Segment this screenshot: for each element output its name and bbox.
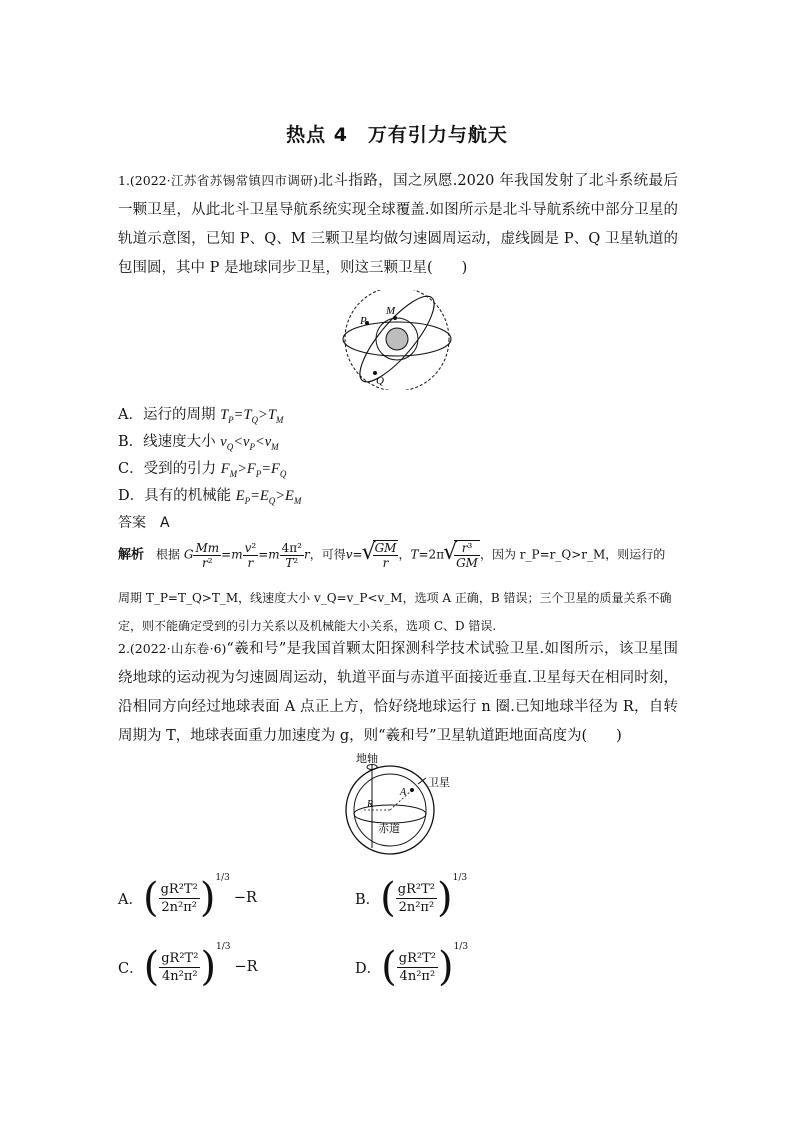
question-2-source: 2.(2022·山东卷·6): [118, 641, 227, 656]
figure-xihe-orbit: [340, 752, 460, 857]
q1-option-b-expr: $v_Q<v_P<v_M$: [220, 434, 279, 452]
label-m: M: [386, 305, 396, 317]
label-a: A: [400, 787, 407, 798]
question-2-text: “羲和号”是我国首颗太阳探测科学技术试验卫星.如图所示，该卫星围绕地球的运动视为匀速圆周运动，轨道平面与赤道平面接近垂直.卫星每天在相同时刻，沿相同方向经过地球表面 A 点正上方，恰好绕地球运行 n 圈.已知地球半径为 R，自转周期为 T，地球表面重力加速度为 g，则“羲和号”卫星轨道距地面高度为( ): [118, 641, 678, 744]
label-equator: 赤道: [378, 823, 400, 835]
q2-option-a: A． ( $\frac{\text{gR²T²}}{\text{2n²π²}}$ ) 1/3 −R: [118, 872, 257, 921]
question-1-source: 1.(2022·江苏省苏锡常镇四市调研): [118, 173, 319, 188]
label-r: R: [367, 799, 374, 810]
q1-option-d: D．具有的机械能 $E_P=E_Q>E_M$: [118, 488, 302, 506]
question-1-text: 北斗指路，国之夙愿.2020 年我国发射了北斗系统最后一颗卫星，从此北斗卫星导航系统实现全球覆盖.如图所示是北斗导航系统中部分卫星的轨道示意图，已知 P、Q、M 三颗卫星均做匀速圆周运动，虚线圆是 P、Q 卫星轨道的包围圆，其中 P 是地球同步卫星，则这三颗卫星( ): [118, 173, 679, 276]
label-earth-axis: 地轴: [356, 753, 378, 765]
label-satellite: 卫星: [428, 777, 450, 789]
question-2: [118, 634, 678, 751]
question-1: [118, 166, 678, 283]
q1-analysis-rest: 周期 T_P=T_Q>T_M，线速度大小 v_Q=v_P<v_M，选项 A 正确，B 错误；三个卫星的质量关系不确定，则不能确定受到的引力关系以及机械能大小关系，选项 C、D 错误.: [118, 591, 672, 633]
figure-satellite-orbits: [338, 290, 458, 390]
page-title: 热点 4 万有引力与航天: [286, 124, 508, 146]
q1-option-c: C．受到的引力 $F_M>F_P=F_Q$: [118, 461, 287, 479]
label-q: Q: [376, 375, 384, 387]
q1-answer: 答案 A: [118, 515, 170, 531]
equator-ellipse: [354, 805, 426, 823]
q1-option-c-expr: $F_M>F_P=F_Q$: [220, 461, 287, 479]
q2-option-b: B． ( $\frac{\text{gR²T²}}{\text{2n²π²}}$ ) 1/3: [355, 872, 468, 921]
q2-option-d: D． ( $\frac{\text{gR²T²}}{\text{4n²π²}}$ ) 1/3: [355, 941, 469, 990]
q1-option-d-expr: $E_P=E_Q>E_M$: [235, 488, 302, 506]
q2-option-c: C． ( $\frac{\text{gR²T²}}{\text{4n²π²}}$ ) 1/3 −R: [118, 941, 258, 990]
earth: [386, 328, 408, 350]
q1-option-a: A．运行的周期 $T_P=T_Q>T_M$: [118, 407, 284, 425]
q1-analysis-line1: 解析 根据 G $\frac{Mm}{\text{r²}}$ =m $\frac{\text{v²}}{r}$ =m $\frac{\text{4π²}}{\text{T²}}$ r，可得v= √ $\frac{GM}{r}$ ，T=2π √ $\frac{\text{r³}}{GM}$ ，因为 r_P=r_Q>r_M，则运行的: [118, 540, 676, 570]
q1-answer-value: A: [160, 515, 170, 531]
q1-option-b: B．线速度大小 $v_Q<v_P<v_M$: [118, 434, 279, 452]
point-a: [410, 788, 414, 792]
label-p: P: [360, 315, 367, 327]
q1-option-a-expr: $T_P=T_Q>T_M$: [220, 407, 284, 425]
